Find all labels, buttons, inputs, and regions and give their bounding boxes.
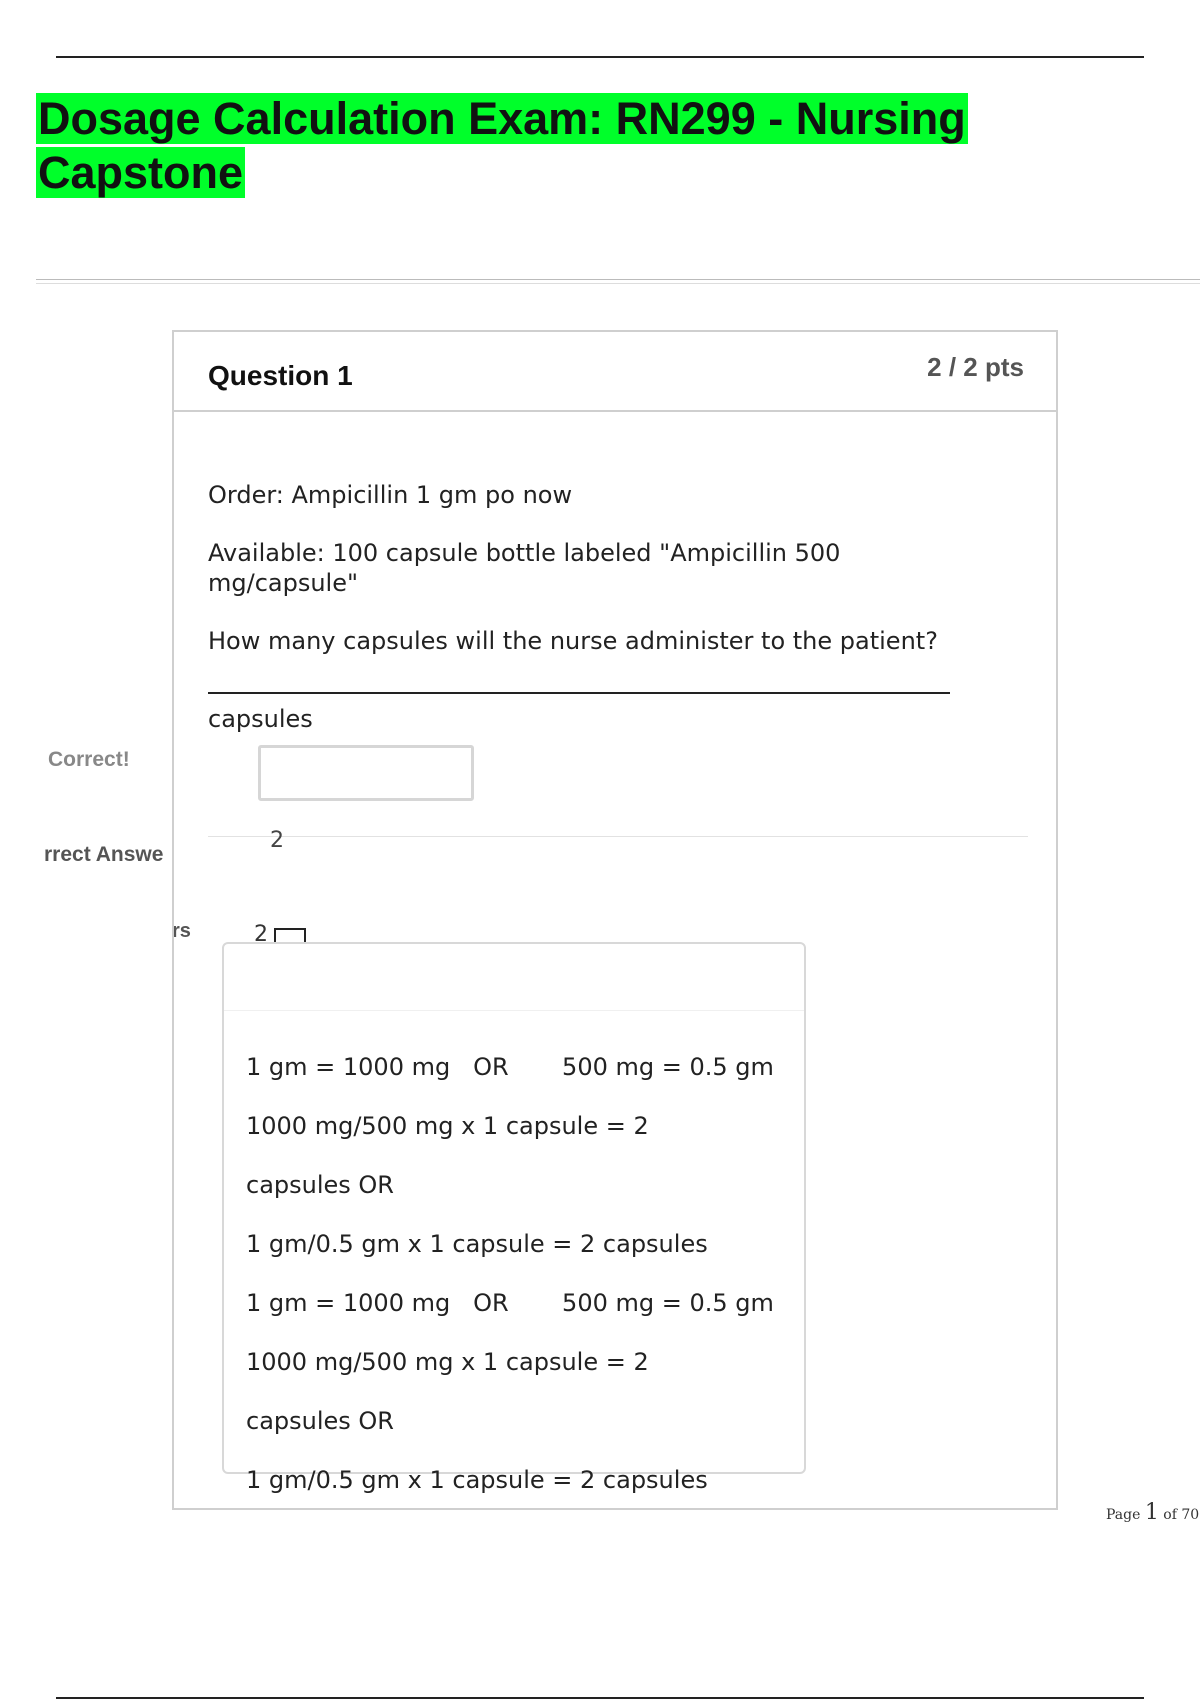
explanation-line: capsules OR: [246, 1407, 394, 1435]
explanation-inner-rule: [224, 1010, 804, 1011]
answer-input[interactable]: [258, 745, 474, 801]
other-answer-value: 2: [254, 922, 268, 947]
correct-answer-value: 2: [270, 828, 284, 853]
question-header: [174, 332, 1056, 412]
question-prompt: How many capsules will the nurse administer to the patient?: [208, 627, 938, 655]
page-number: [1106, 1500, 1199, 1525]
title-separator: [36, 279, 1200, 284]
document-title: [36, 92, 1036, 200]
explanation-line: capsules OR: [246, 1171, 394, 1199]
document-title-text: Dosage Calculation Exam: RN299 - Nursing Capstone: [38, 93, 966, 198]
explanation-line: 1000 mg/500 mg x 1 capsule = 2: [246, 1112, 649, 1140]
explanation-lines: [246, 1052, 946, 1524]
correct-label: Correct!: [48, 748, 130, 771]
explanation-line: 1 gm/0.5 gm x 1 capsule = 2 capsules: [246, 1230, 708, 1258]
answer-unit: capsules: [208, 705, 313, 733]
answer-divider: [208, 836, 1028, 837]
page-current: 1: [1144, 1500, 1159, 1525]
explanation-line: 1000 mg/500 mg x 1 capsule = 2: [246, 1348, 649, 1376]
page-of-label: of: [1163, 1507, 1177, 1523]
top-rule: [56, 56, 1144, 58]
question-order: Order: Ampicillin 1 gm po now: [208, 481, 573, 509]
bottom-rule: [56, 1697, 1144, 1699]
answer-blank-line: [208, 692, 950, 694]
question-available: Available: 100 capsule bottle labeled "Ampicillin 500 mg/capsule": [208, 539, 841, 597]
correct-answer-label: [44, 843, 170, 867]
explanation-line: 1 gm = 1000 mg OR 500 mg = 0.5 gm: [246, 1053, 774, 1081]
question-points: 2 / 2 pts: [927, 352, 1024, 382]
other-answers-label: rs: [172, 920, 191, 942]
page-total: 70: [1181, 1507, 1200, 1523]
question-title: Question 1: [208, 360, 353, 391]
explanation-line: 1 gm = 1000 mg OR 500 mg = 0.5 gm: [246, 1289, 774, 1317]
page-label: Page: [1106, 1507, 1141, 1523]
explanation-line: 1 gm/0.5 gm x 1 capsule = 2 capsules: [246, 1466, 708, 1494]
correct-answer-label-text: rrect Answe: [44, 843, 164, 866]
